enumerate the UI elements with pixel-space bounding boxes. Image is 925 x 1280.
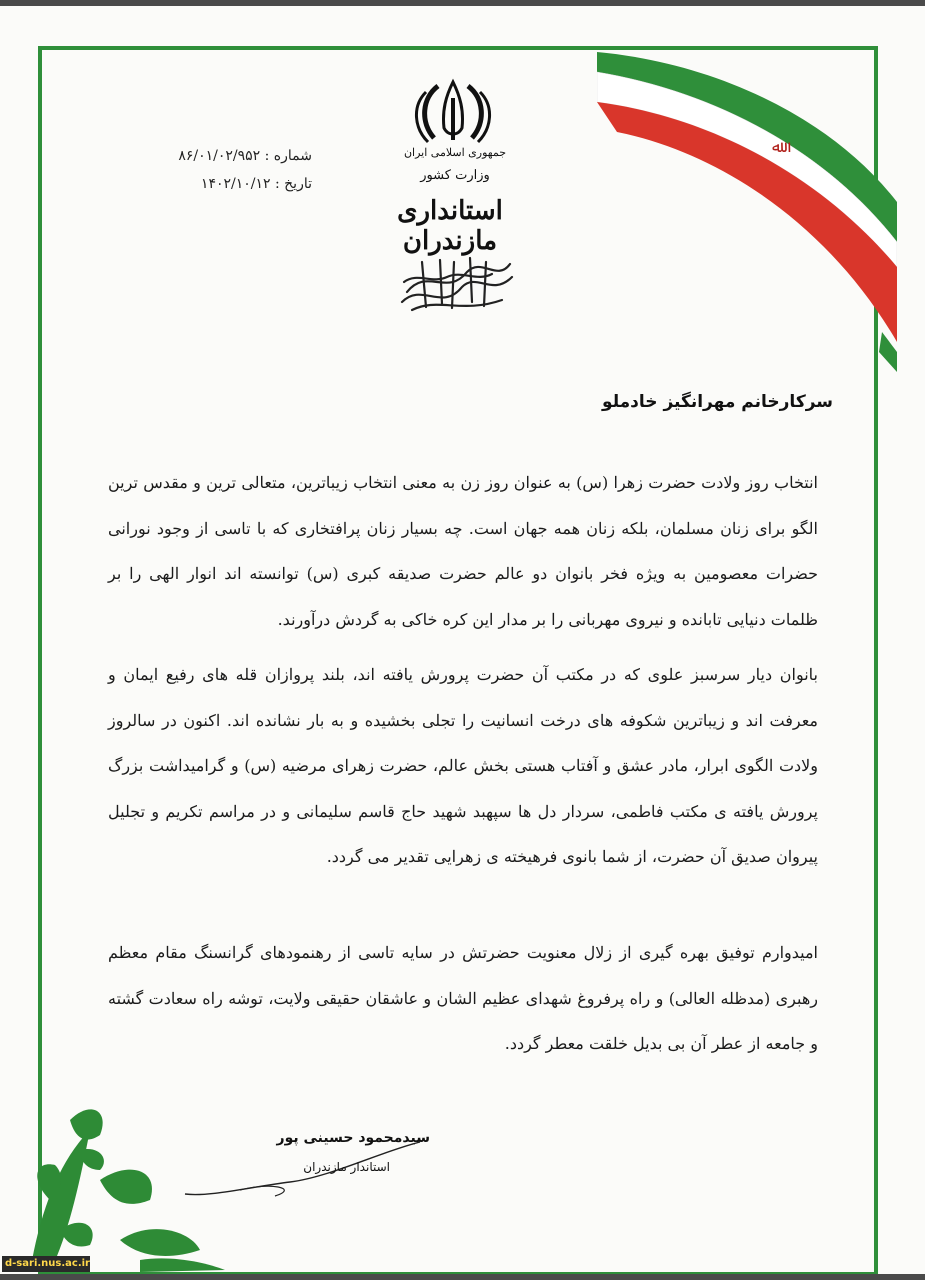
header-line-1: جمهوری اسلامی ایران (403, 146, 507, 159)
number-label: شماره : (264, 148, 312, 164)
header-title: استانداری مازندران (397, 196, 503, 256)
date-value: ۱۴۰۲/۱۰/۱۲ (200, 176, 271, 192)
date-label: تاریخ : (274, 176, 312, 192)
svg-text:ﷲ: ﷲ (772, 137, 782, 156)
letter-number-row (122, 148, 312, 164)
iran-emblem-icon (408, 78, 498, 148)
recipient-line: سرکارخانم مهرانگیز خادملو (602, 392, 833, 412)
signer-name: سیدمحمود حسینی پور (276, 1130, 430, 1146)
header-line-2: وزارت کشور (420, 168, 490, 183)
source-watermark: d-sari.nus.ac.ir (2, 1256, 90, 1272)
body-paragraph-3: امیدوارم توفیق بهره گیری از زلال معنویت حضرتش در سایه تاسی از رهنمودهای گرانسنگ مقام معظم رهبری (مدظله العالی) و راه پرفروغ شهدای عظیم الشان و عاشقان حقیقی ولایت، توشه راه سعادت گشته و جامعه از عطر آن بی بدیل خلقت معطر گردد. (108, 943, 818, 1053)
leaf-ornament (30, 1090, 230, 1272)
body-paragraph-2: بانوان دیار سرسبز علوی که در مکتب آن حضرت پرورش یافته اند، بلند پروازان قله های رفیع ایمان و معرفت اند و زیباترین شکوفه های درخت انسانیت را تجلی بخشیده و به بار نشانده اند. اکنون در سالروز ولادت الگوی ابرار، مادر عشق و آفتاب هستی بخش عالم، حضرت زهرای مرضیه (س) و گرامیداشت بزرگ پرورش یافته ی مکتب فاطمی، سردار دل ها سپهبد شهید حاج قاسم سلیمانی و در مراسم تکریم و تجلیل پیروان صدیق آن حضرت، از شما بانوی فرهیخته ی زهرایی تقدیر می گردد. (108, 665, 818, 866)
letter-date-row (122, 176, 312, 192)
bottom-bar (0, 1274, 925, 1280)
iran-flag-ribbon (597, 52, 897, 372)
signer-title: استاندار مازندران (303, 1160, 390, 1174)
body-paragraph-1: انتخاب روز ولادت حضرت زهرا (س) به عنوان روز زن به معنی انتخاب زیباترین، متعالی ترین و مقدس ترین الگو برای زنان مسلمان، بلکه زنان همه جهان است. چه بسیار زنان پرافتخاری که با تاسی از وجود نورانی حضرات معصومین به ویژه فخر بانوان دو عالم حضرت صدیقه کبری (س) توانسته اند انوار الهی را بر ظلمات دنیایی تابانده و نیروی مهربانی را بر مدار این کره خاکی به گردش درآورند. (108, 473, 818, 629)
bismillah-calligraphy (392, 252, 522, 320)
number-value: ۸۶/۰۱/۰۲/۹۵۲ (178, 148, 261, 164)
